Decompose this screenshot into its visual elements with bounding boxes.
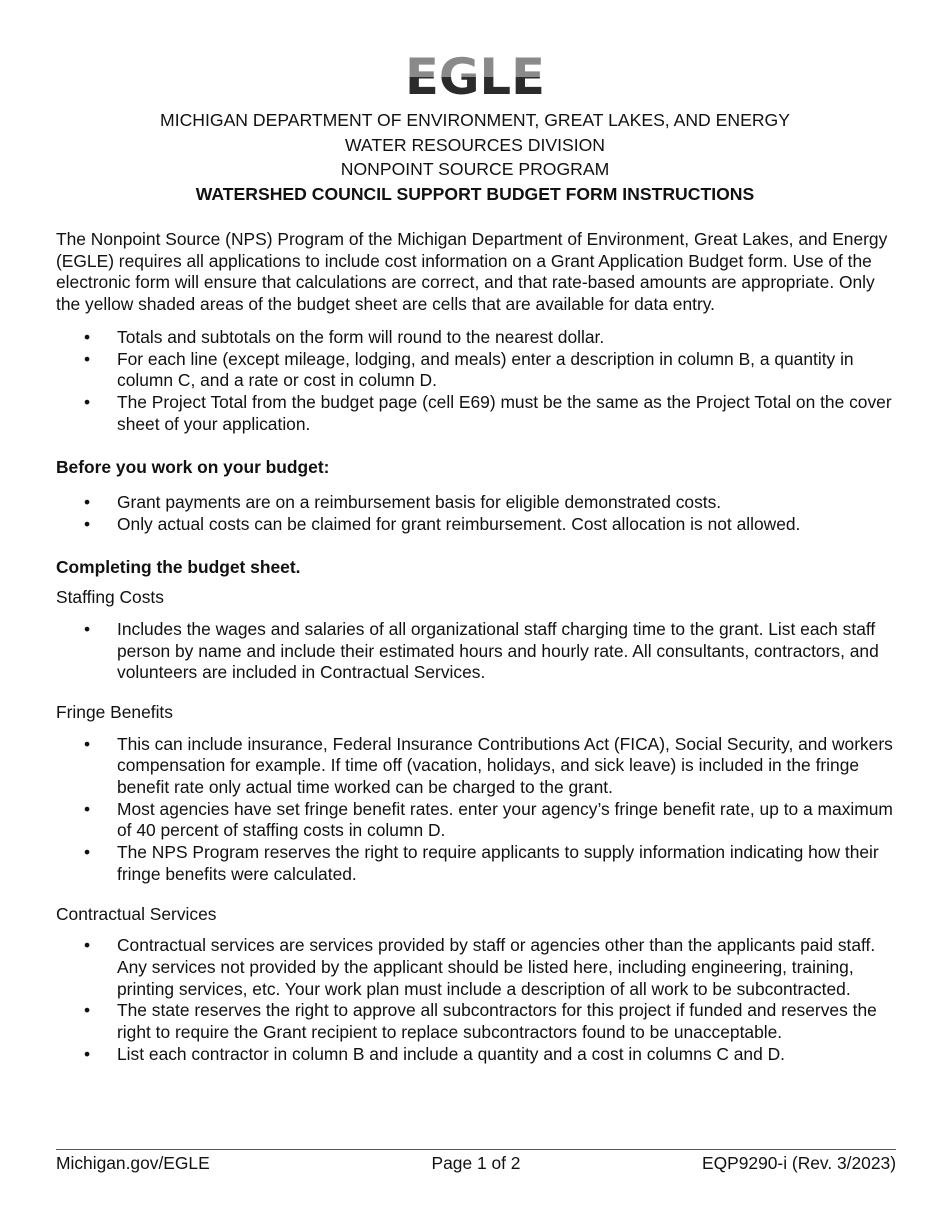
before-bullet-list — [56, 492, 896, 535]
bullet-icon: • — [84, 935, 91, 956]
list-item: • Totals and subtotals on the form will round to the nearest dollar. — [84, 326, 605, 347]
fringe-bullet-list — [56, 734, 896, 886]
bullet-icon: • — [84, 391, 91, 412]
department-name: MICHIGAN DEPARTMENT OF ENVIRONMENT, GREAT LAKES, AND ENERGY — [160, 110, 790, 130]
egle-logo-mark — [404, 54, 546, 96]
staffing-costs-heading: Staffing Costs — [56, 587, 164, 608]
bullet-icon: • — [84, 798, 91, 819]
bullet-icon: • — [84, 326, 91, 347]
list-item: • The state reserves the right to approve all subcontractors for this project if funded and reserves the right to require the Grant recipient to replace subcontractors found to be unacceptable. — [84, 1000, 877, 1043]
staffing-bullet-list — [56, 619, 896, 684]
footer-form-number: EQP9290-i (Rev. 3/2023) — [702, 1153, 896, 1173]
division-name: WATER RESOURCES DIVISION — [344, 134, 606, 155]
list-item: • For each line (except mileage, lodging, and meals) enter a description in column B, a quantity in column C, and a rate or cost in column D. — [84, 348, 854, 391]
document-title: WATERSHED COUNCIL SUPPORT BUDGET FORM INSTRUCTIONS — [195, 184, 755, 205]
before-budget-heading: Before you work on your budget: — [56, 457, 330, 478]
completing-heading: Completing the budget sheet. — [56, 557, 301, 578]
intro-paragraph: The Nonpoint Source (NPS) Program of the Michigan Department of Environment, Great Lakes, and Energy (EGLE) requires all applications to include cost information on a Grant Application Budget form. Use of the electronic form will ensure that calculations are correct, and that rate-based amounts are appropriate. Only the yellow shaded areas of the budget sheet are cells that are available for data entry. — [56, 229, 888, 315]
svg-text:EGLE: EGLE — [405, 54, 545, 96]
list-item: • Only actual costs can be claimed for grant reimbursement. Cost allocation is not allowed. — [84, 513, 801, 534]
list-item: • List each contractor in column B and include a quantity and a cost in columns C and D. — [84, 1043, 785, 1064]
program-name: NONPOINT SOURCE PROGRAM — [340, 159, 610, 180]
page-footer — [56, 1149, 896, 1173]
bullet-icon: • — [84, 492, 91, 513]
list-item: • The NPS Program reserves the right to require applicants to supply information indicating how their fringe benefits were calculated. — [84, 842, 879, 884]
list-item: • Contractual services are services provided by staff or agencies other than the applicants paid staff. Any services not provided by the applicant should be listed here, including engineering, training, printing services, etc. Your work plan must include a description of all work to be subcontracted. — [84, 935, 876, 999]
list-item: • Grant payments are on a reimbursement basis for eligible demonstrated costs. — [84, 492, 722, 513]
footer-website: Michigan.gov/EGLE — [56, 1153, 210, 1173]
bullet-icon: • — [84, 618, 91, 639]
bullet-icon: • — [84, 1043, 91, 1064]
footer-page-number: Page 1 of 2 — [431, 1153, 521, 1173]
bullet-icon: • — [84, 842, 91, 863]
intro-bullet-list — [56, 327, 896, 436]
bullet-icon: • — [84, 348, 91, 369]
document-body — [56, 229, 896, 1066]
list-item: • The Project Total from the budget page (cell E69) must be the same as the Project Total on the cover sheet of your application. — [84, 391, 892, 434]
fringe-benefits-heading: Fringe Benefits — [56, 701, 173, 722]
list-item: • This can include insurance, Federal Insurance Contributions Act (FICA), Social Security, and workers compensation for example. If time off (vacation, holidays, and sick leave) is included in the fringe benefit rate only actual time worked can be charged to the grant. — [84, 733, 893, 798]
contractual-bullet-list — [56, 935, 896, 1065]
bullet-icon: • — [84, 1000, 91, 1021]
bullet-icon: • — [84, 733, 91, 754]
document-header — [0, 108, 950, 207]
egle-logo — [0, 54, 950, 100]
bullet-icon: • — [84, 513, 91, 534]
contractual-services-heading: Contractual Services — [56, 903, 217, 924]
list-item: • Most agencies have set fringe benefit rates. enter your agency’s fringe benefit rate, up to a maximum of 40 percent of staffing costs in column D. — [84, 798, 893, 841]
list-item: • Includes the wages and salaries of all organizational staff charging time to the grant. List each staff person by name and include their estimated hours and hourly rate. All consultants, contractors, and volunteers are included in Contractual Services. — [84, 618, 879, 683]
